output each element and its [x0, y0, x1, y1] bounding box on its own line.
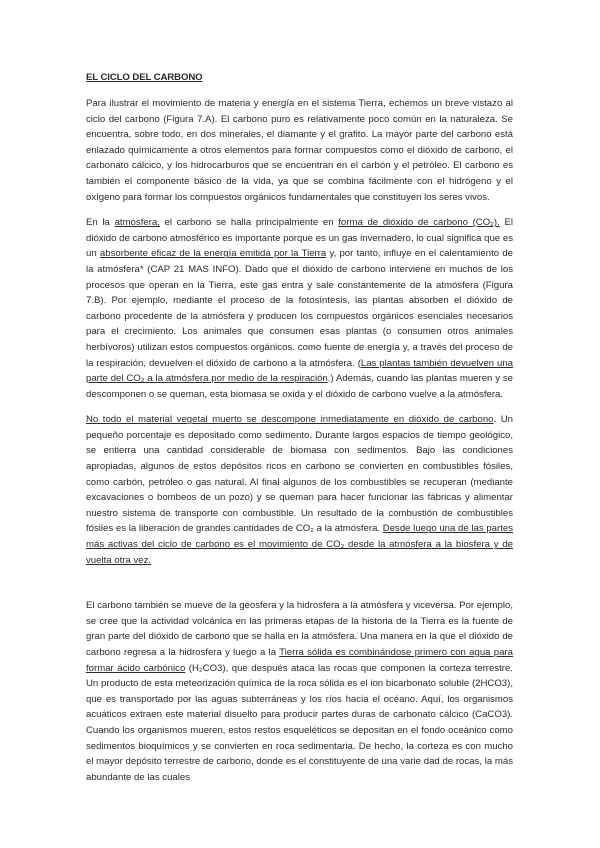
text-span: En la [86, 217, 115, 229]
underlined-text: Tierra sólida es combinándose primero con agua para formar ácido carbónico [86, 647, 513, 674]
underlined-text: (Las plantas también devuelven una parte del CO₂ a la atmósfera por medio de la respiración [86, 357, 513, 385]
text-span: y, por tanto, influye en el calentamiento de la atmósfera* (CAP 21 MAS INFO). Dado que el dióxido de carbono interviene en muchos de los procesos que operan en la Tierra, este gas entra y sale constantemente de la atmósfera (Figura 7.B). Por ejemplo, mediante el proceso de la fotosíntesis, las plantas absorben el dióxido de carbono procedente de la atmósfera y producen los compuestos orgánicos esenciales necesarios para el crecimiento. Los animales que consumen esas plantas (o consumen otros animales herbívoros) utilizan estos compuestos orgánicos. como fuente de energía y, a través del proceso de la respiración, devuelven el dióxido de carbono a la atmósfera. [86, 248, 513, 369]
paragraph-sediment [86, 412, 513, 568]
paragraph-atmosphere [86, 215, 513, 402]
underlined-text: forma de dióxido de carbono (CO₂). [338, 217, 500, 229]
text-column [86, 72, 513, 795]
text-span: .) Además, cuando las plantas mueren y se descomponen o se queman, esta biomasa se oxida y el dióxido de carbono vuelve a la atmósfera. [86, 373, 513, 400]
page-title: EL CICLO DEL CARBONO [86, 72, 203, 83]
text-span: el carbono se halla principalmente en [159, 217, 339, 229]
underlined-text: atmósfera, [114, 217, 160, 229]
paragraph-geosphere [86, 598, 513, 785]
underlined-text: Desde luego una de las partes más activas del ciclo de carbono es el movimiento de CO₂ desde la atmósfera a la biosfera y de vuelta otra vez. [86, 523, 514, 566]
text-span: . Un pequeño porcentaje es depositado como sedimento. Durante largos espacios de tiempo geológico, se entierra una cantidad considerable de biomasa con sedimentos. Bajo las condiciones apropiadas, algunos de estos depósitos ricos en carbono se convierten en combustibles fósiles, como carbón, petróleo o gas natural. Al final algunos de los combustibles se recuperan (mediante excavaciones o bombeos de un pozo) y se queman para hacer funcionar las fábricas y alimentar nuestro sistema de transporte con combustible. Un resultado de la combustión de combustibles fósiles es la liberación de grandes cantidades de CO₂ a la atmósfera. [86, 414, 513, 535]
text-span: El carbono también se mueve de la geosfera y la hidrosfera a la atmósfera y viceversa. Por ejemplo, se cree que la actividad volcánica en las primeras etapas de la historia de la Tierra es la fuente de gran parte del dióxido de carbono que se halla en la atmósfera. Una manera en la que el dióxido de carbono regresa a la hidrosfera y luego a la [86, 600, 513, 658]
paragraph-intro: Para ilustrar el movimiento de materia y energía en el sistema Tierra, echemos un breve vistazo al ciclo del carbono (Figura 7.A). El carbono puro es relativamente poco común en la naturaleza. Se encuentra, sobre todo, en dos minerales, el diamante y el grafito. La mayor parte del carbono está enlazado químicamente a otros elementos para formar compuestos como el dióxido de carbono, el carbonato cálcico, y los hidrocarburos que se encuentran en el carbón y el petróleo. El carbono es también el componente básico de la vida, ya que se combina fácilmente con el hidrógeno y el oxígeno para formar los compuestos orgánicos fundamentales que constituyen los seres vivos. [86, 98, 513, 203]
underlined-text: absorbente eficaz de la energía emitida por la Tierra [99, 248, 327, 260]
text-span: (H₂CO3), que después ataca las rocas que componen la corteza terrestre. Un producto de esta meteorización química de la roca sólida es el ion bicarbonato soluble (2HCO3), que es transportado por las aguas subterráneas y los ríos hacia el océano. Aquí, los organismos acuáticos extraen este material disuelto para producir partes duras de carbonato cálcico (CaCO3). Cuando los organismos mueren, estos restos esqueléticos se depositan en el fondo oceánico como sedimentos bioquímicos y se convierten en roca sedimentaria. De hecho, la corteza es con mucho el mayor depósito terrestre de carbono, donde es el constituyente de una varie dad de rocas, la más abundante de las cuales [86, 662, 513, 783]
text-span: El dióxido de carbono atmosférico es importante porque es un gas invernadero, lo cual significa que es un [86, 217, 513, 260]
underlined-text: No todo el material vegetal muerto se descompone inmediatamente en dióxido de carbono [86, 414, 494, 426]
